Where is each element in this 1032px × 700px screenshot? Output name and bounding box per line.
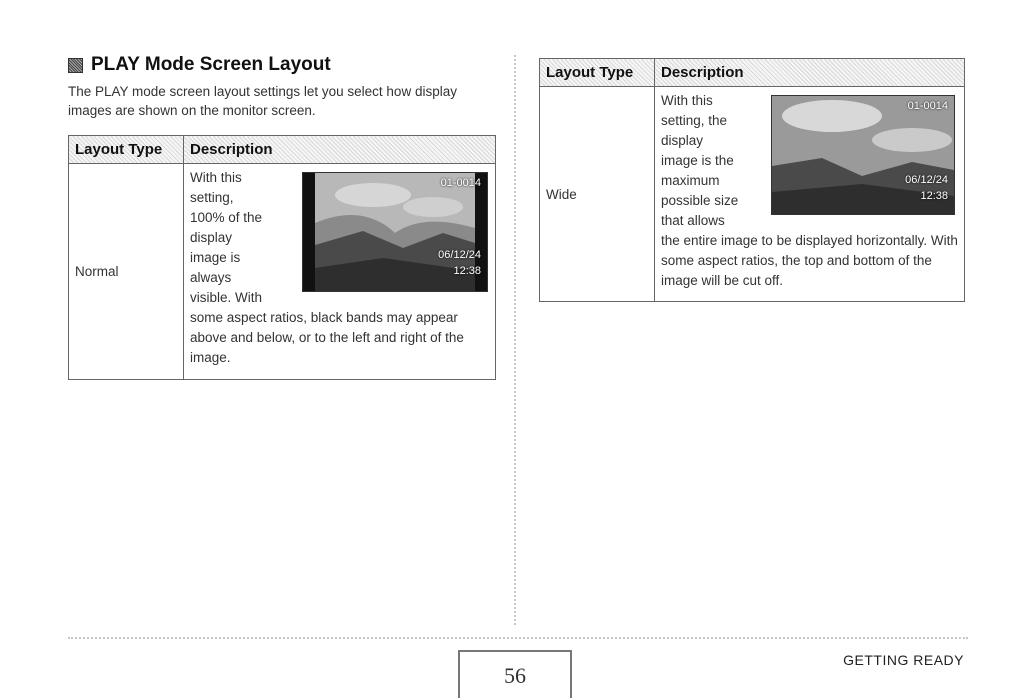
description-wide [655, 87, 965, 302]
column-divider [514, 55, 516, 625]
description-normal [184, 164, 496, 380]
layout-type-wide: Wide [540, 87, 655, 302]
screen-date: 06/12/24 [905, 174, 948, 186]
description-lines: With this setting, 100% of the display image is always visible. With [190, 170, 263, 305]
header-layout-type: Layout Type [69, 136, 184, 164]
screen-time: 12:38 [453, 265, 481, 277]
section-intro: The PLAY mode screen layout settings let you select how display images are shown on the monitor screen. [68, 84, 457, 118]
section-title: PLAY Mode Screen Layout [91, 54, 331, 75]
section-bullet-icon [68, 58, 83, 73]
description-rest: some aspect ratios, black bands may appear above and below, or to the left and right of the image. [190, 310, 464, 365]
monitor-screen-wide [771, 95, 955, 215]
screen-time: 12:38 [920, 190, 948, 202]
description-rest: the entire image to be displayed horizontally. With some aspect ratios, the top and bottom of the image will be cut off. [661, 233, 958, 288]
header-description: Description [655, 59, 965, 87]
screen-file-number: 01-0014 [907, 100, 948, 112]
description-lines: With this setting, the display image is the maximum possible size that allows [661, 93, 739, 228]
footer-rule [68, 637, 968, 639]
screen-date: 06/12/24 [438, 249, 481, 261]
section-heading [68, 54, 331, 76]
footer-section-label: GETTING READY [843, 652, 964, 668]
layout-table-wide [539, 58, 965, 302]
screen-file-number: 01-0014 [440, 177, 481, 189]
header-layout-type: Layout Type [540, 59, 655, 87]
page-number: 56 [458, 650, 572, 698]
monitor-screen-normal [302, 172, 488, 292]
layout-type-normal: Normal [69, 164, 184, 380]
header-description: Description [184, 136, 496, 164]
layout-table-normal [68, 135, 496, 380]
